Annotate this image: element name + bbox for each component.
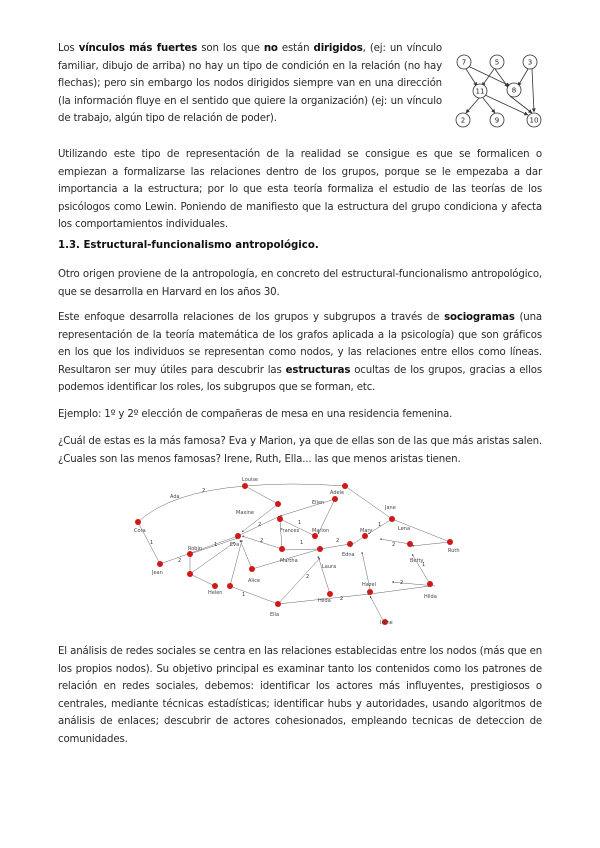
edge-number: 2 <box>306 574 310 580</box>
sociogram-node <box>407 541 413 547</box>
sociogram-node <box>249 566 255 572</box>
paragraph-directed-links: Los vínculos más fuertes son los que no están dirigidos, (ej: un vínculo familiar, dibujo de arriba) no hay un tipo de condición en la relación (no hay flechas); pero sin embargo los nodos dirigidos siempre van en una dirección (la información fluye en el sentido que quiere la organización) (ej: un vínculo de trabajo, algún tipo de relación de poder). <box>58 43 442 124</box>
sociogram-labels <box>134 477 460 626</box>
sociogram-label: Hazel <box>362 582 376 588</box>
graph-node-label: 8 <box>511 86 517 95</box>
section-heading: 1.3. Estructural-funcionalismo antropológico. <box>58 240 319 251</box>
edge-number: 2 <box>392 542 396 548</box>
edge-number: 1 <box>242 592 246 598</box>
edge-number: 2 <box>258 522 262 528</box>
graph-node-label: 7 <box>461 58 467 67</box>
edge-number: 2 <box>340 596 344 602</box>
sociogram-label: Louise <box>242 477 258 483</box>
sociogram-node <box>367 589 373 595</box>
sociogram-label: Ellen <box>312 500 325 506</box>
directed-graph-figure <box>450 50 550 132</box>
sociogram-label: Martha <box>280 558 298 564</box>
edge-number: 1 <box>300 540 304 546</box>
paragraph-sociograms: Este enfoque desarrolla relaciones de los grupos y subgrupos a través de sociogramas (una representación de la teoría matemática de los grafos aplicada a la psicología) que son gráficos en los que los individuos se representan como nodos, y las relaciones entre ellos como líneas. Resultaron ser muy útiles para descubrir las estructuras ocultas de los grupos, gracias a ellos podemos identificar los roles, los subgrupos que se forman, etc. <box>58 312 542 393</box>
sociogram-label: Hilda <box>424 594 437 600</box>
sociogram-node <box>317 546 323 552</box>
sociogram-node <box>347 541 353 547</box>
sociogram-label: Jean <box>152 570 163 576</box>
graph-node-label: 5 <box>494 58 500 67</box>
sociogram-label: Edna <box>342 552 355 558</box>
sociogram-node <box>242 483 248 489</box>
edge-number: 1 <box>150 540 154 546</box>
sociogram-node <box>235 533 241 539</box>
sociogram-label: Alice <box>248 578 261 584</box>
sociogram-label: Irene <box>380 620 393 626</box>
sociogram-node <box>342 483 348 489</box>
edge-number: 2 <box>202 488 206 494</box>
sociogram-label: Eva <box>230 542 240 548</box>
sociogram-label: Ruth <box>448 548 460 554</box>
graph-node-label: 3 <box>527 58 533 67</box>
sociogram-edge-numbers <box>150 488 425 602</box>
sociogram-label: Robin <box>188 546 203 552</box>
sociogram-label: Ada <box>170 494 180 500</box>
edge-number: 1 <box>214 542 218 548</box>
sociogram-label: Betty <box>410 558 424 564</box>
edge-number: 1 <box>422 562 426 568</box>
paragraph-question: ¿Cuál de estas es la más famosa? Eva y Marion, ya que de ellas son de las que más aristas salen. ¿Cuales son las menos famosas? Irene, Ruth, Ella... las que menos aristas tienen. <box>58 436 542 465</box>
sociogram-label: Lena <box>398 526 411 532</box>
edge-number: 2 <box>336 538 340 544</box>
paragraph-origin: Otro origen proviene de la antropología, en concreto del estructural-funcionalismo antropológico, que se desarrolla en Harvard en los años 30. <box>58 269 542 298</box>
edge-number: 1 <box>298 520 302 526</box>
paragraph-structure: Utilizando este tipo de representación de la realidad se consigue es que se formalicen o empiezan a formalizarse las relaciones dentro de los grupos, porque se le empezaba a dar importancia a la estructura; por lo que esta teoría formaliza el estudio de las teorías de los psicólogos como Lewin. Poniendo de manifiesto que la estructura del grupo condiciona y afecta los comportamientos individuales. <box>58 149 542 230</box>
graph-node-label: 2 <box>460 116 466 125</box>
sociogram-node <box>279 546 285 552</box>
sociogram-node <box>447 539 453 545</box>
sociogram-label: Ella <box>270 612 280 618</box>
sociogram-node <box>187 571 193 577</box>
sociogram-label: Jane <box>385 505 396 511</box>
sociogram-node <box>275 501 281 507</box>
sociogram-label: Maxine <box>236 510 254 516</box>
sociogram-nodes <box>135 483 453 625</box>
sociogram-label: Marion <box>312 528 330 534</box>
sociogram-node <box>389 516 395 522</box>
sociogram-node <box>327 591 333 597</box>
edge-number: 1 <box>378 522 382 528</box>
edge-number: 2 <box>260 538 264 544</box>
sociogram-node <box>275 601 281 607</box>
sociogram-figure <box>130 474 490 626</box>
sociogram-node <box>427 581 433 587</box>
graph-node-label: 11 <box>475 87 485 96</box>
sociogram-label: Adele <box>330 490 345 496</box>
sociogram-node <box>332 496 338 502</box>
sociogram-label: Cora <box>134 528 146 534</box>
edge-number: 2 <box>400 580 404 586</box>
paragraph-network-analysis: El análisis de redes sociales se centra en las relaciones establecidas entre los nodos (más que en los propios nodos). Su objetivo principal es examinar tanto los contenidos como los patrones de relación en redes sociales, debemos: identificar los actores más influyentes, prestigiosos o centrales, mediante técnicas estadísticas; identificar hubs y autoridades, usando algoritmos de análisis de enlaces; descubrir de actores cohesionados, empleando tecnicas de deteccion de comunidades. <box>58 646 542 745</box>
graph-node-label: 10 <box>529 116 539 125</box>
graph-node-label: 9 <box>494 116 500 125</box>
sociogram-label: Frances <box>280 528 300 534</box>
sociogram-node <box>277 516 283 522</box>
sociogram-node <box>135 519 141 525</box>
sociogram-label: Hilda <box>318 598 331 604</box>
sociogram-node <box>227 583 233 589</box>
sociogram-node <box>212 583 218 589</box>
sociogram-label: Laura <box>322 564 337 570</box>
sociogram-label: Helen <box>208 590 223 596</box>
edge-number: 2 <box>178 558 182 564</box>
sociogram-label: Mary <box>360 528 373 534</box>
sociogram-node <box>157 561 163 567</box>
paragraph-example: Ejemplo: 1º y 2º elección de compañeras de mesa en una residencia femenina. <box>58 409 453 420</box>
